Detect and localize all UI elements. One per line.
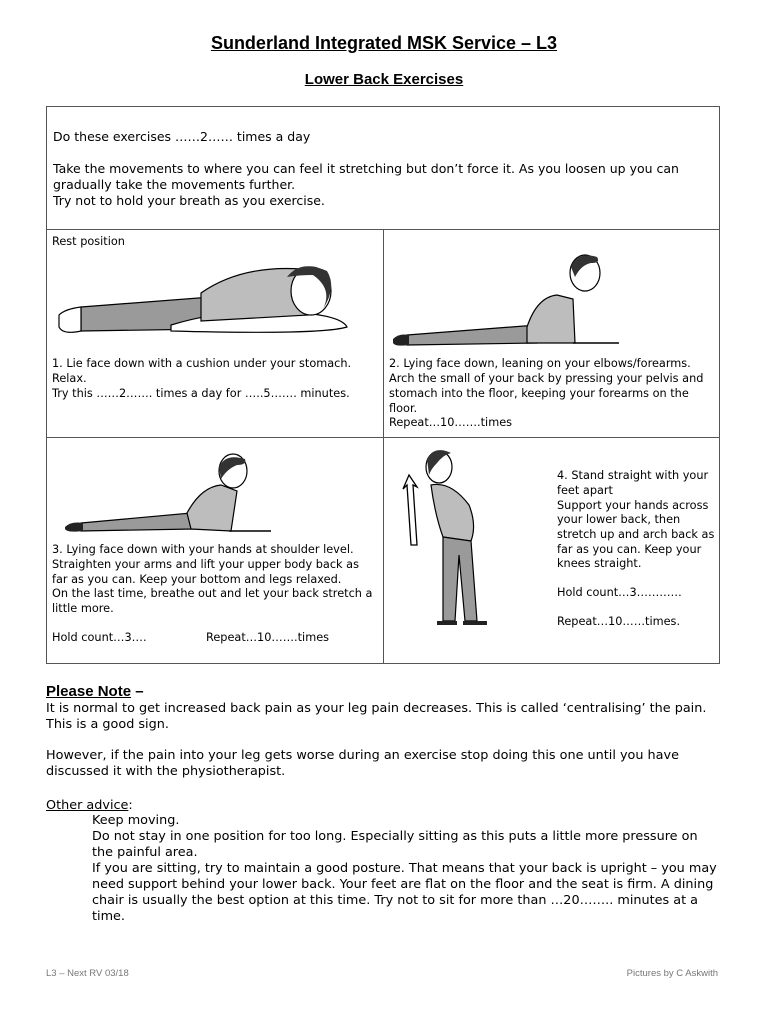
exercise-3-line-1: 3. Lying face down with your hands at shoulder level. (52, 543, 354, 556)
standing-figure (397, 445, 507, 630)
exercise-2-line-2: Arch the small of your back by pressing your pelvis and (389, 372, 704, 385)
exercise-4-hold: Hold count…3………… (557, 586, 682, 599)
footer-right: Pictures by C Askwith (626, 968, 718, 979)
exercise-2-line-3: stomach into the floor, keeping your forearms on the (389, 387, 689, 400)
document-subtitle: Lower Back Exercises (304, 71, 464, 88)
exercise-2-line-4: floor. (389, 402, 418, 415)
intro-frequency: Do these exercises ……2…… times a day (53, 129, 311, 144)
press-up-figure (61, 451, 291, 541)
elbows-figure (387, 247, 637, 352)
exercise-1-line-2: Relax. (52, 372, 87, 385)
exercise-1-line-3: Try this ……2……. times a day for …..5……. minutes. (52, 387, 350, 400)
exercise-4-line-3: Support your hands across (557, 499, 709, 512)
note-paragraph-2: However, if the pain into your leg gets worse during an exercise stop doing this one until you have discussed it with the physiotherapist. (46, 748, 679, 779)
please-note-label: Please Note (46, 683, 132, 700)
exercise-2-line-1: 2. Lying face down, leaning on your elbows/forearms. (389, 357, 691, 370)
exercise-4-line-1: 4. Stand straight with your (557, 469, 709, 482)
exercise-4-line-5: stretch up and arch back as (557, 528, 715, 541)
footer-left: L3 – Next RV 03/18 (46, 968, 129, 979)
exercise-3-repeat: Repeat…10…….times (206, 631, 330, 644)
other-advice-colon: : (128, 798, 133, 813)
exercise-3-hold: Hold count…3…. (52, 631, 147, 644)
exercise-4-line-4: your lower back, then (557, 513, 681, 526)
document-title: Sunderland Integrated MSK Service – L3 (210, 33, 558, 53)
exercise-1-heading: Rest position (52, 235, 125, 248)
exercise-3-line-3: far as you can. Keep your bottom and legs relaxed. (52, 573, 342, 586)
advice-item-2: Do not stay in one position for too long. Especially sitting as this puts a little more pressure on the painful area. (92, 829, 698, 860)
note-paragraph-1: It is normal to get increased back pain as your leg pain decreases. This is called ‘centralising’ the pain. This is a good sign. (46, 701, 707, 732)
exercise-4-line-2: feet apart (557, 484, 613, 497)
exercise-4-line-6: far as you can. Keep your (557, 543, 702, 556)
exercise-1-line-1: 1. Lie face down with a cushion under your stomach. (52, 357, 352, 370)
exercise-3-line-4: On the last time, breathe out and let your back stretch a (52, 587, 373, 600)
rest-position-figure (51, 257, 355, 337)
please-note-heading (46, 683, 144, 700)
exercise-table (46, 106, 720, 664)
other-advice-label: Other advice (46, 798, 129, 813)
column-divider (383, 229, 384, 663)
advice-item-1: Keep moving. (92, 813, 180, 828)
exercise-3-line-5: little more. (52, 602, 114, 615)
exercise-2-repeat: Repeat…10…….times (389, 416, 513, 429)
please-note-dash: – (131, 683, 144, 700)
intro-instructions: Take the movements to where you can feel it stretching but don’t force it. As you loosen up you can gradually take the movements further. (53, 161, 679, 192)
other-advice-heading (46, 798, 726, 814)
advice-item-3: If you are sitting, try to maintain a good posture. That means that your back is upright – you may need support behind your lower back. Your feet are flat on the floor and the seat is firm. A dining chair is usually the best option at this time. Try not to sit for more than …20…….. minutes at a time. (92, 861, 717, 924)
exercise-4-line-7: knees straight. (557, 557, 642, 570)
intro-breath: Try not to hold your breath as you exercise. (53, 193, 325, 208)
exercise-4-repeat: Repeat…10……times. (557, 615, 681, 628)
exercise-3-line-2: Straighten your arms and lift your upper body back as (52, 558, 359, 571)
